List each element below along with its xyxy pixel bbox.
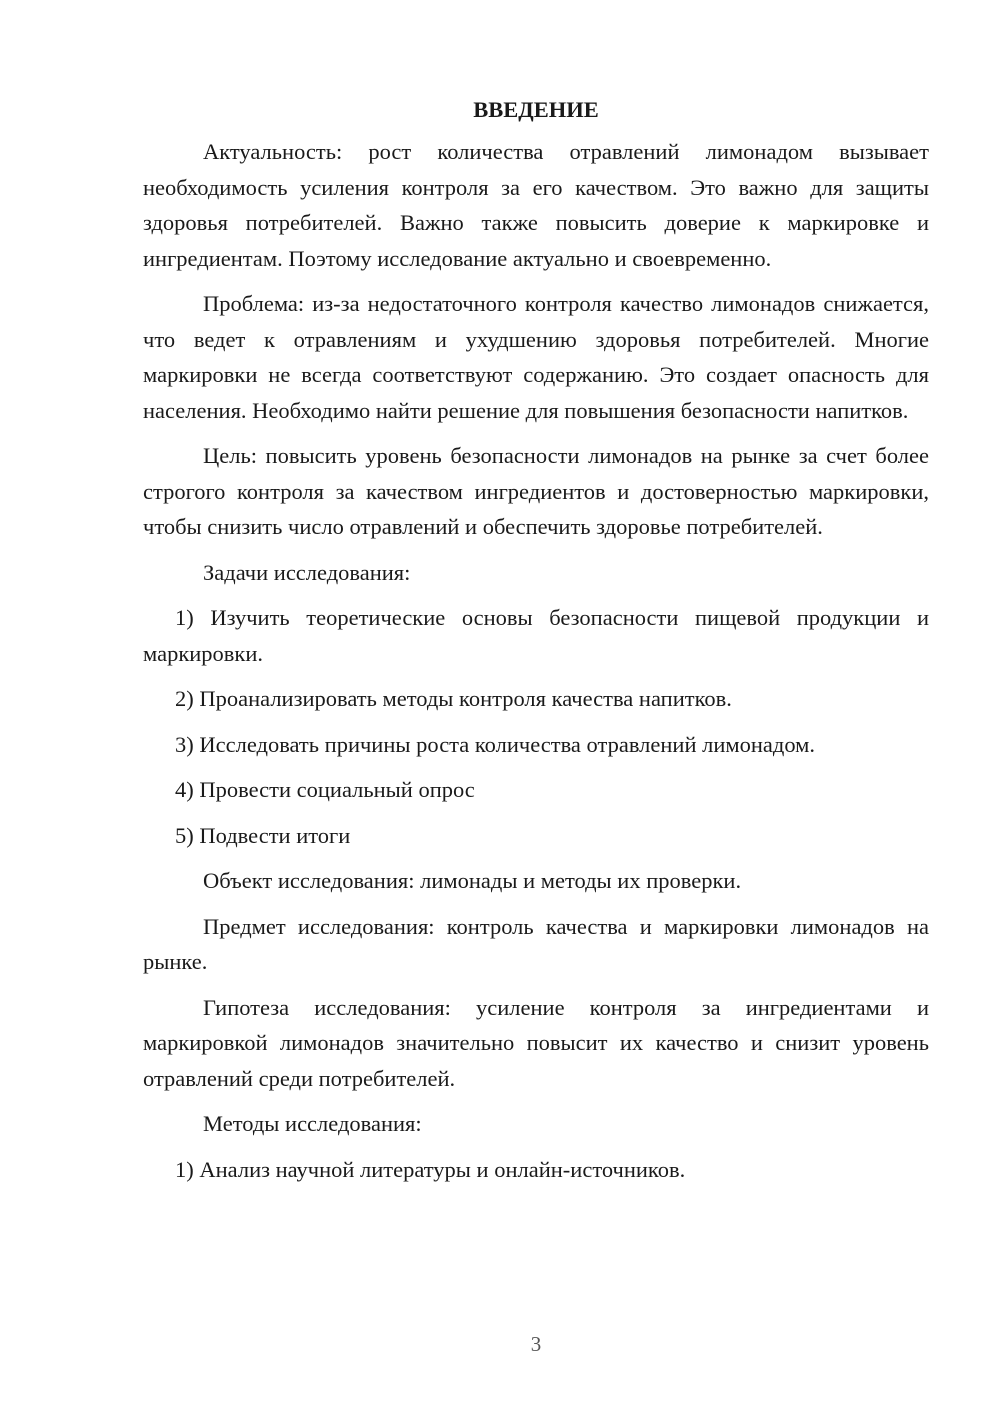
task-item-2: 2) Проанализировать методы контроля качества напитков.: [175, 686, 732, 711]
task-item-5: 5) Подвести итоги: [175, 822, 351, 848]
paragraph-subject: Предмет исследования: контроль качества и маркировки лимонадов на рынке.: [143, 913, 929, 974]
tasks-heading: Задачи исследования:: [203, 559, 411, 585]
paragraph-problem: Проблема: из-за недостаточного контроля качество лимонадов снижается, что ведет к отравлениям и ухудшению здоровья потребителей. Многие маркировки не всегда соответствуют содержанию. Это создает опасность для населения. Необходимо найти решение для повышения безопасности напитков.: [143, 291, 929, 423]
document-page: [143, 90, 929, 1197]
task-item-1: 1) Изучить теоретические основы безопасности пищевой продукции и маркировки.: [143, 605, 929, 666]
paragraph-relevance: Актуальность: рост количества отравлений лимонадом вызывает необходимость усиления контроля за его качеством. Это важно для защиты здоровья потребителей. Важно также повысить доверие к маркировке и ингредиентам. Поэтому исследование актуально и своевременно.: [143, 139, 929, 271]
paragraph-object: Объект исследования: лимонады и методы их проверки.: [203, 868, 742, 893]
method-item-1: 1) Анализ научной литературы и онлайн-источников.: [175, 1156, 686, 1182]
task-item-4: 4) Провести социальный опрос: [175, 777, 475, 802]
page-title: ВВЕДЕНИЕ: [473, 97, 599, 122]
task-item-3: 3) Исследовать причины роста количества отравлений лимонадом.: [175, 731, 816, 757]
methods-heading: Методы исследования:: [203, 1111, 422, 1136]
paragraph-goal: Цель: повысить уровень безопасности лимонадов на рынке за счет более строгого контроля за качеством ингредиентов и достоверностью маркировки, чтобы снизить число отравлений и обеспечить здоровье потребителей.: [143, 443, 929, 539]
page-number: 3: [530, 1332, 542, 1356]
paragraph-hypothesis: Гипотеза исследования: усиление контроля за ингредиентами и маркировкой лимонадов значительно повысит их качество и снизит уровень отравлений среди потребителей.: [143, 994, 929, 1091]
